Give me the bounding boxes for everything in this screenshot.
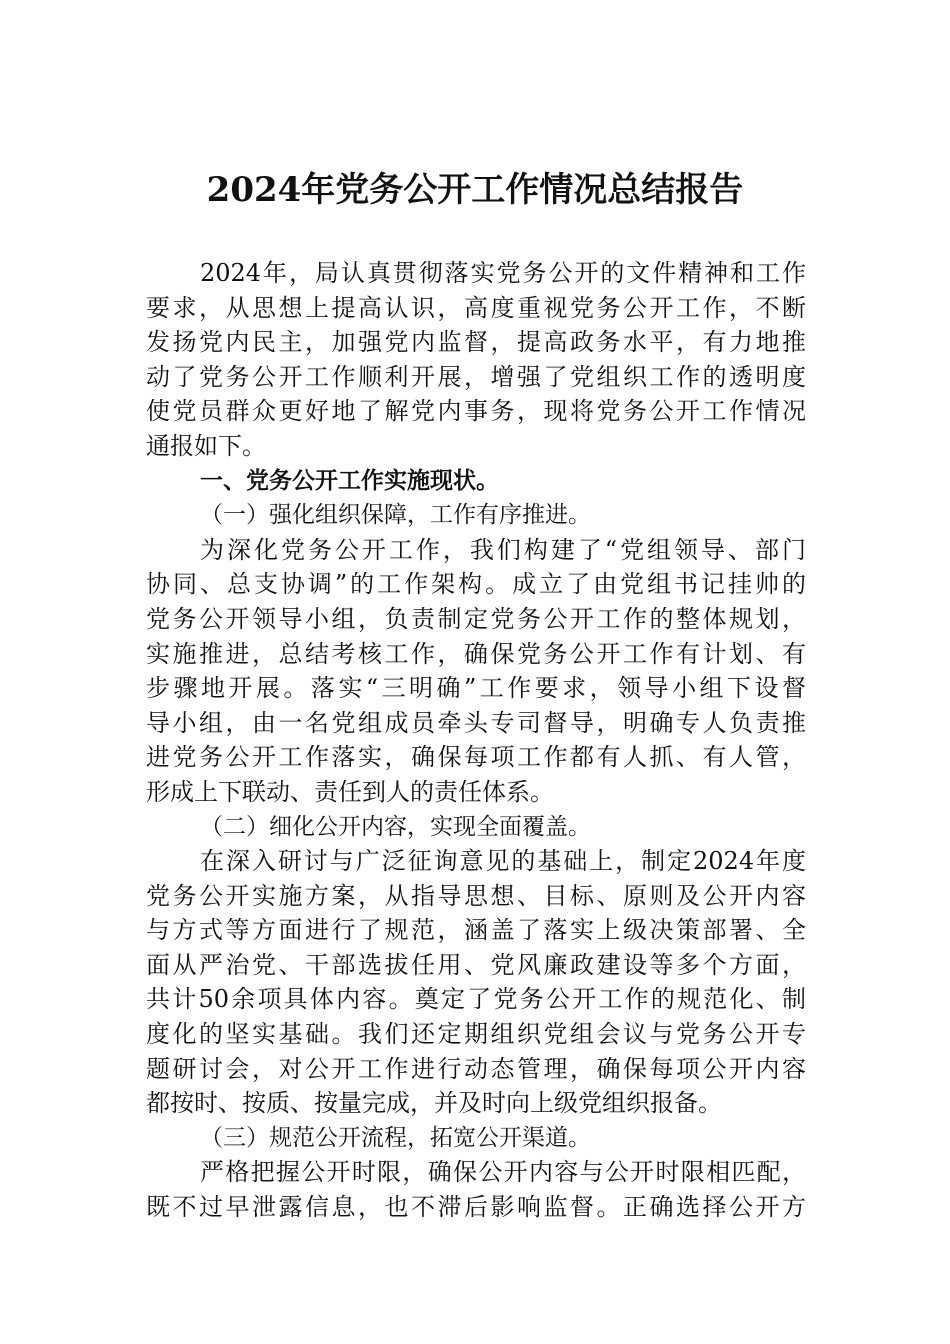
paragraph-line: 度化的坚实基础。我们还定期组织党组会议与党务公开专 [146, 1020, 806, 1049]
paragraph-line: 使党员群众更好地了解党内事务，现将党务公开工作情况 [146, 397, 806, 426]
paragraph-line: 导小组，由一名党组成员牵头专司督导，明确专人负责推 [146, 708, 806, 737]
paragraph-line: 通报如下。 [146, 431, 266, 460]
paragraph-line: 党务公开实施方案，从指导思想、目标、原则及公开内容 [146, 881, 806, 910]
section-heading: 一、党务公开工作实施现状。 [200, 467, 499, 494]
subsection-heading: （一）强化组织保障，工作有序推进。 [200, 502, 591, 529]
paragraph-line: 面从严治党、干部选拔任用、党风廉政建设等多个方面， [146, 950, 806, 979]
paragraph-line: 为深化党务公开工作，我们构建了“党组领导、部门 [200, 535, 806, 564]
paragraph-line: 既不过早泄露信息，也不滞后影响监督。正确选择公开方 [146, 1193, 806, 1222]
paragraph-line: 动了党务公开工作顺利开展，增强了党组织工作的透明度 [146, 362, 806, 391]
document-body [146, 256, 806, 1225]
paragraph-line: 在深入研讨与广泛征询意见的基础上，制定2024年度 [200, 847, 806, 876]
paragraph-line: 步骤地开展。落实“三明确”工作要求，领导小组下设督 [146, 674, 806, 703]
paragraph-line: 进党务公开工作落实，确保每项工作都有人抓、有人管， [146, 743, 806, 772]
subsection-heading: （三）规范公开流程，拓宽公开渠道。 [200, 1124, 591, 1151]
paragraph-line: 都按时、按质、按量完成，并及时向上级党组织报备。 [146, 1089, 722, 1118]
paragraph-line: 共计50余项具体内容。奠定了党务公开工作的规范化、制 [146, 985, 806, 1014]
paragraph-line: 协同、总支协调”的工作架构。成立了由党组书记挂帅的 [146, 570, 806, 599]
paragraph-line: 题研讨会，对公开工作进行动态管理，确保每项公开内容 [146, 1054, 806, 1083]
paragraph-line: 与方式等方面进行了规范，涵盖了落实上级决策部署、全 [146, 916, 806, 945]
paragraph-line: 形成上下联动、责任到人的责任体系。 [146, 777, 554, 806]
document-title: 2024年党务公开工作情况总结报告 [206, 170, 744, 210]
paragraph-line: 严格把握公开时限，确保公开内容与公开时限相匹配， [200, 1158, 806, 1187]
paragraph-line: 要求，从思想上提高认识，高度重视党务公开工作，不断 [146, 293, 806, 322]
paragraph-line: 实施推进，总结考核工作，确保党务公开工作有计划、有 [146, 639, 806, 668]
paragraph-line: 党务公开领导小组，负责制定党务公开工作的整体规划， [146, 604, 806, 633]
paragraph-line: 2024年，局认真贯彻落实党务公开的文件精神和工作 [200, 259, 806, 287]
subsection-heading: （二）细化公开内容，实现全面覆盖。 [200, 813, 591, 840]
paragraph-line: 发扬党内民主，加强党内监督，提高政务水平，有力地推 [146, 328, 806, 357]
